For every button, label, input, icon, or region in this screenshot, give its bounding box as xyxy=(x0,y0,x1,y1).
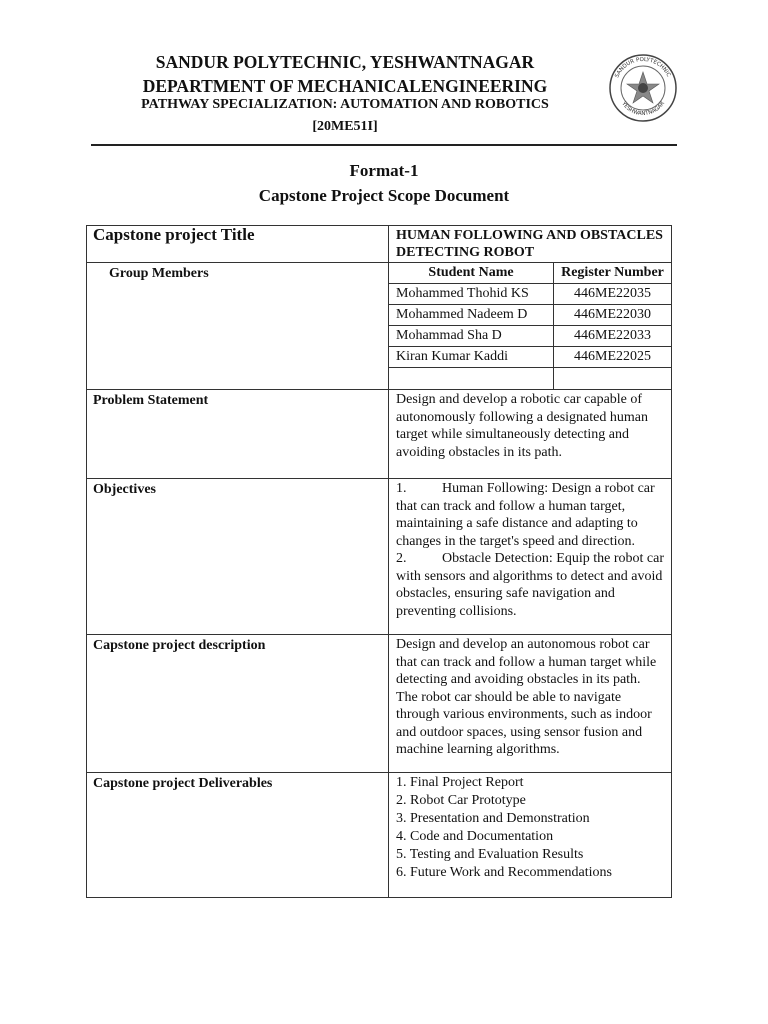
deliverables-value xyxy=(389,773,672,898)
deliverable-item: 3. Presentation and Demonstration xyxy=(396,811,590,826)
document-title: Capstone Project Scope Document xyxy=(258,186,510,205)
register-number: 446ME22025 xyxy=(554,347,672,368)
deliverable-item: 2. Robot Car Prototype xyxy=(396,793,526,808)
group-members-label: Group Members xyxy=(87,263,389,390)
problem-statement-label: Problem Statement xyxy=(87,390,389,479)
empty-cell xyxy=(554,368,672,390)
empty-row xyxy=(389,368,671,390)
objective-item: 1. Human Following: Design a robot car that can track and follow a human target, maintaining a safe distance and adapting to changes in the target's speed and direction. xyxy=(396,481,655,549)
group-members-row xyxy=(87,263,672,390)
deliverable-item: 4. Code and Documentation xyxy=(396,829,554,844)
institution-logo xyxy=(608,50,678,126)
course-code: [20ME51I] xyxy=(312,119,378,134)
svg-text:SANDUR POLYTECHNIC: SANDUR POLYTECHNIC xyxy=(614,56,672,79)
problem-statement-value: Design and develop a robotic car capable of autonomously following a designated human target while simultaneously detecting and avoiding obstacles in its path. xyxy=(389,390,672,479)
deliverables-label: Capstone project Deliverables xyxy=(87,773,389,898)
description-value: Design and develop an autonomous robot car that can track and follow a human target while detecting and avoiding obstacles in its path. The robot car should be able to navigate through various environments, such as indoor and outdoor spaces, using sensor fusion and machine learning algorithms. xyxy=(389,635,672,773)
table-row xyxy=(389,305,671,326)
scope-table xyxy=(86,225,672,898)
register-number: 446ME22030 xyxy=(554,305,672,326)
student-name: Mohammad Sha D xyxy=(389,326,554,347)
objective-item: 2. Obstacle Detection: Equip the robot car with sensors and algorithms to detect and avoid obstacles, ensuring safe navigation and preventing collisions. xyxy=(396,551,664,619)
project-title-label: Capstone project Title xyxy=(87,226,389,263)
student-name: Mohammed Nadeem D xyxy=(389,305,554,326)
department-name: DEPARTMENT OF MECHANICALENGINEERING xyxy=(142,76,548,96)
deliverables-row xyxy=(87,773,672,898)
title-row xyxy=(87,226,672,263)
objectives-row xyxy=(87,479,672,635)
register-number: 446ME22035 xyxy=(554,284,672,305)
table-row xyxy=(389,326,671,347)
students-table xyxy=(389,263,671,389)
institution-name: SANDUR POLYTECHNIC, YESHWANTNAGAR xyxy=(155,52,535,72)
table-row xyxy=(389,347,671,368)
description-label: Capstone project description xyxy=(87,635,389,773)
deliverable-item: 1. Final Project Report xyxy=(396,775,524,790)
format-label: Format-1 xyxy=(349,161,419,180)
deliverable-item: 6. Future Work and Recommendations xyxy=(396,865,612,880)
svg-text:YESHWANTNAGAR: YESHWANTNAGAR xyxy=(620,100,667,118)
table-row xyxy=(389,284,671,305)
problem-row xyxy=(87,390,672,479)
objectives-label: Objectives xyxy=(87,479,389,635)
register-number-header: Register Number xyxy=(554,263,672,284)
empty-cell xyxy=(389,368,554,390)
project-title-value: HUMAN FOLLOWING AND OBSTACLES DETECTING ROBOT xyxy=(389,226,672,263)
student-name: Mohammed Thohid KS xyxy=(389,284,554,305)
deliverable-item: 5. Testing and Evaluation Results xyxy=(396,847,584,862)
student-name-header: Student Name xyxy=(389,263,554,284)
pathway-specialization: PATHWAY SPECIALIZATION: AUTOMATION AND ROBOTICS xyxy=(141,97,549,112)
header-divider xyxy=(91,144,677,146)
description-row xyxy=(87,635,672,773)
register-number: 446ME22033 xyxy=(554,326,672,347)
student-name: Kiran Kumar Kaddi xyxy=(389,347,554,368)
objectives-value xyxy=(389,479,672,635)
